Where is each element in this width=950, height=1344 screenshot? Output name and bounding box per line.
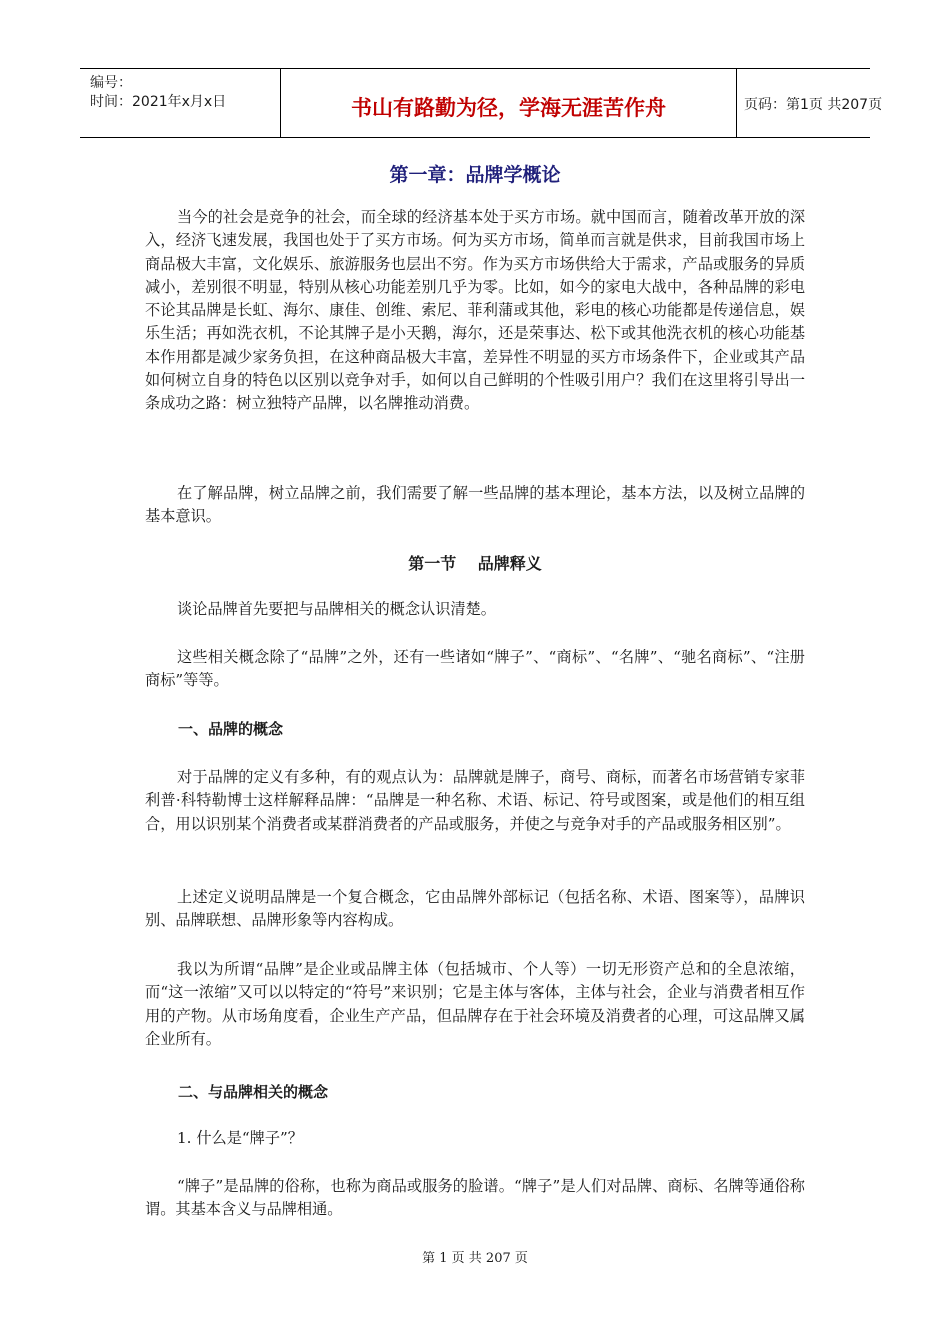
header-meta-cell — [80, 69, 280, 137]
section-paragraph: 谈论品牌首先要把与品牌相关的概念认识清楚。 — [177, 600, 496, 618]
section-heading — [0, 551, 950, 574]
document-header — [80, 68, 883, 138]
header-page-cell — [736, 69, 883, 137]
subsection-heading-related: 二、与品牌相关的概念 — [178, 1083, 329, 1101]
item-title: 1. 什么是“牌子”？ — [177, 1129, 303, 1147]
header-motto: 书山有路勤为径，学海无涯苦作舟 — [351, 96, 666, 120]
document-date-label: 时间：2021年x月x日 — [90, 94, 227, 110]
section-paragraph-2: 这些相关概念除了“品牌”之外，还有一些诸如“牌子”、“商标”、“名牌”、“驰名商标”、“注册商标”等等。 — [145, 648, 805, 690]
concept-paragraph-3: 我以为所谓“品牌”是企业或品牌主体（包括城市、个人等）一切无形资产总和的全息浓缩，而“这一浓缩”又可以以特定的“符号”来识别；它是主体与客体，主体与社会，企业与消费者相互作用的产物。从市场角度看，企业生产产品，但品牌存在于社会环境及消费者的心理，可这品牌又属企业所有。 — [145, 960, 805, 1048]
subsection-heading-concept: 一、品牌的概念 — [178, 720, 284, 738]
concept-paragraph-2: 上述定义说明品牌是一个复合概念，它由品牌外部标记（包括名称、术语、图案等），品牌识别、品牌联想、品牌形象等内容构成。 — [145, 888, 805, 930]
page-footer: 第 1 页 共 207 页 — [422, 1251, 528, 1266]
item-paragraph: “牌子”是品牌的俗称，也称为商品或服务的脸谱。“牌子”是人们对品牌、商标、名牌等通俗称谓。其基本含义与品牌相通。 — [145, 1177, 805, 1219]
intro-paragraph: 当今的社会是竞争的社会，而全球的经济基本处于买方市场。就中国而言，随着改革开放的深入，经济飞速发展，我国也处于了买方市场。何为买方市场，简单而言就是供求，目前我国市场上商品极大丰富，文化娱乐、旅游服务也层出不穷。作为买方市场供给大于需求，产品或服务的异质减小，差别很不明显，特别从核心功能差别几乎为零。比如，如今的家电大战中，各种品牌的彩电不论其品牌是长虹、海尔、康佳、创维、索尼、菲利蒲或其他，彩电的核心功能都是传递信息，娱乐生活；再如洗衣机，不论其牌子是小天鹅，海尔，还是荣事达、松下或其他洗衣机的核心功能基本作用都是减少家务负担，在这种商品极大丰富，差异性不明显的买方市场条件下，企业或其产品如何树立自身的特色以区别以竞争对手，如何以自己鲜明的个性吸引用户？我们在这里将引导出一条成功之路：树立独特产品牌，以名牌推动消费。 — [145, 208, 805, 413]
header-motto-cell — [280, 69, 737, 137]
concept-paragraph: 对于品牌的定义有多种，有的观点认为：品牌就是牌子，商号、商标，而著名市场营销专家菲利普·科特勒博士这样解释品牌：“品牌是一种名称、术语、标记、符号或图案，或是他们的相互组合，用以识别某个消费者或某群消费者的产品或服务，并使之与竞争对手的产品或服务相区别”。 — [145, 768, 805, 833]
chapter-title: 第一章：品牌学概论 — [389, 164, 561, 186]
document-number-label: 编号： — [90, 75, 132, 91]
intro-paragraph-2: 在了解品牌，树立品牌之前，我们需要了解一些品牌的基本理论，基本方法，以及树立品牌的基本意识。 — [145, 484, 805, 526]
section-number: 第一节 — [408, 554, 457, 573]
section-title: 品牌释义 — [477, 554, 542, 573]
header-page-info: 页码：第1页 共207页 — [744, 97, 883, 113]
